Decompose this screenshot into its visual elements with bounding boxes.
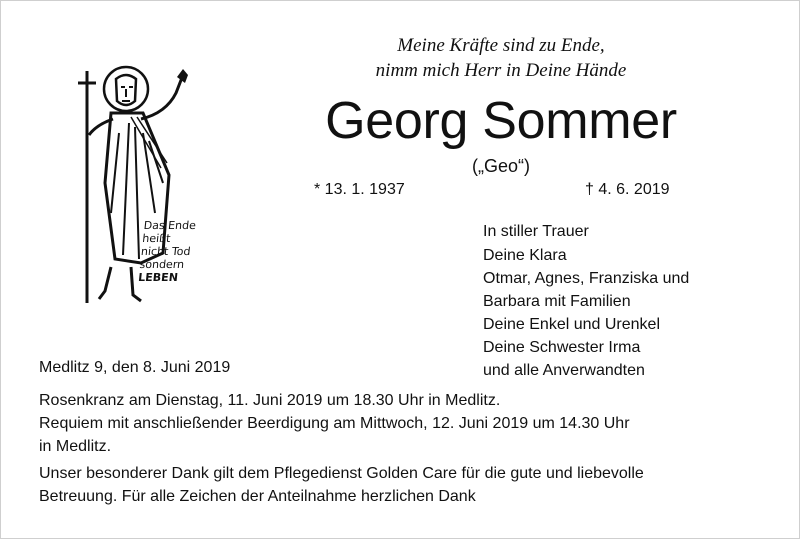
mourner-line: Deine Schwester Irma <box>483 339 641 356</box>
mourner-line: Deine Klara <box>483 247 567 264</box>
services-block <box>39 389 630 458</box>
mourner-line: Deine Enkel und Urenkel <box>483 316 660 333</box>
illustration-caption: Das Ende heißt nicht Tod sondern LEBEN <box>137 219 197 284</box>
mourners-block <box>483 220 689 382</box>
service-requiem-place: in Medlitz. <box>39 438 112 455</box>
deceased-nickname: („Geo“) <box>472 156 530 176</box>
motto-line-1: Meine Kräfte sind zu Ende, <box>397 35 605 56</box>
thanks-line-2: Betreuung. Für alle Zeichen der Anteilnahme herzlichen Dank <box>39 488 476 505</box>
mourner-line: Otmar, Agnes, Franziska und <box>483 270 690 287</box>
place-date: Medlitz 9, den 8. Juni 2019 <box>39 359 231 376</box>
mourner-line: und alle Anverwandten <box>483 362 645 379</box>
thanks-block <box>39 462 644 508</box>
birth-date: * 13. 1. 1937 <box>314 181 405 198</box>
motto-line-2: nimm mich Herr in Deine Hände <box>375 60 627 81</box>
service-rosary: Rosenkranz am Dienstag, 11. Juni 2019 um 18.30 Uhr in Medlitz. <box>39 392 501 409</box>
death-date: † 4. 6. 2019 <box>585 181 670 198</box>
deceased-name: Georg Sommer <box>325 92 677 150</box>
mourners-intro: In stiller Trauer <box>483 223 589 240</box>
thanks-line-1: Unser besonderer Dank gilt dem Pflegedienst Golden Care für die gute und liebevolle <box>39 465 644 482</box>
mourner-line: Barbara mit Familien <box>483 293 631 310</box>
service-requiem: Requiem mit anschließender Beerdigung am Mittwoch, 12. Juni 2019 um 14.30 Uhr <box>39 415 630 432</box>
